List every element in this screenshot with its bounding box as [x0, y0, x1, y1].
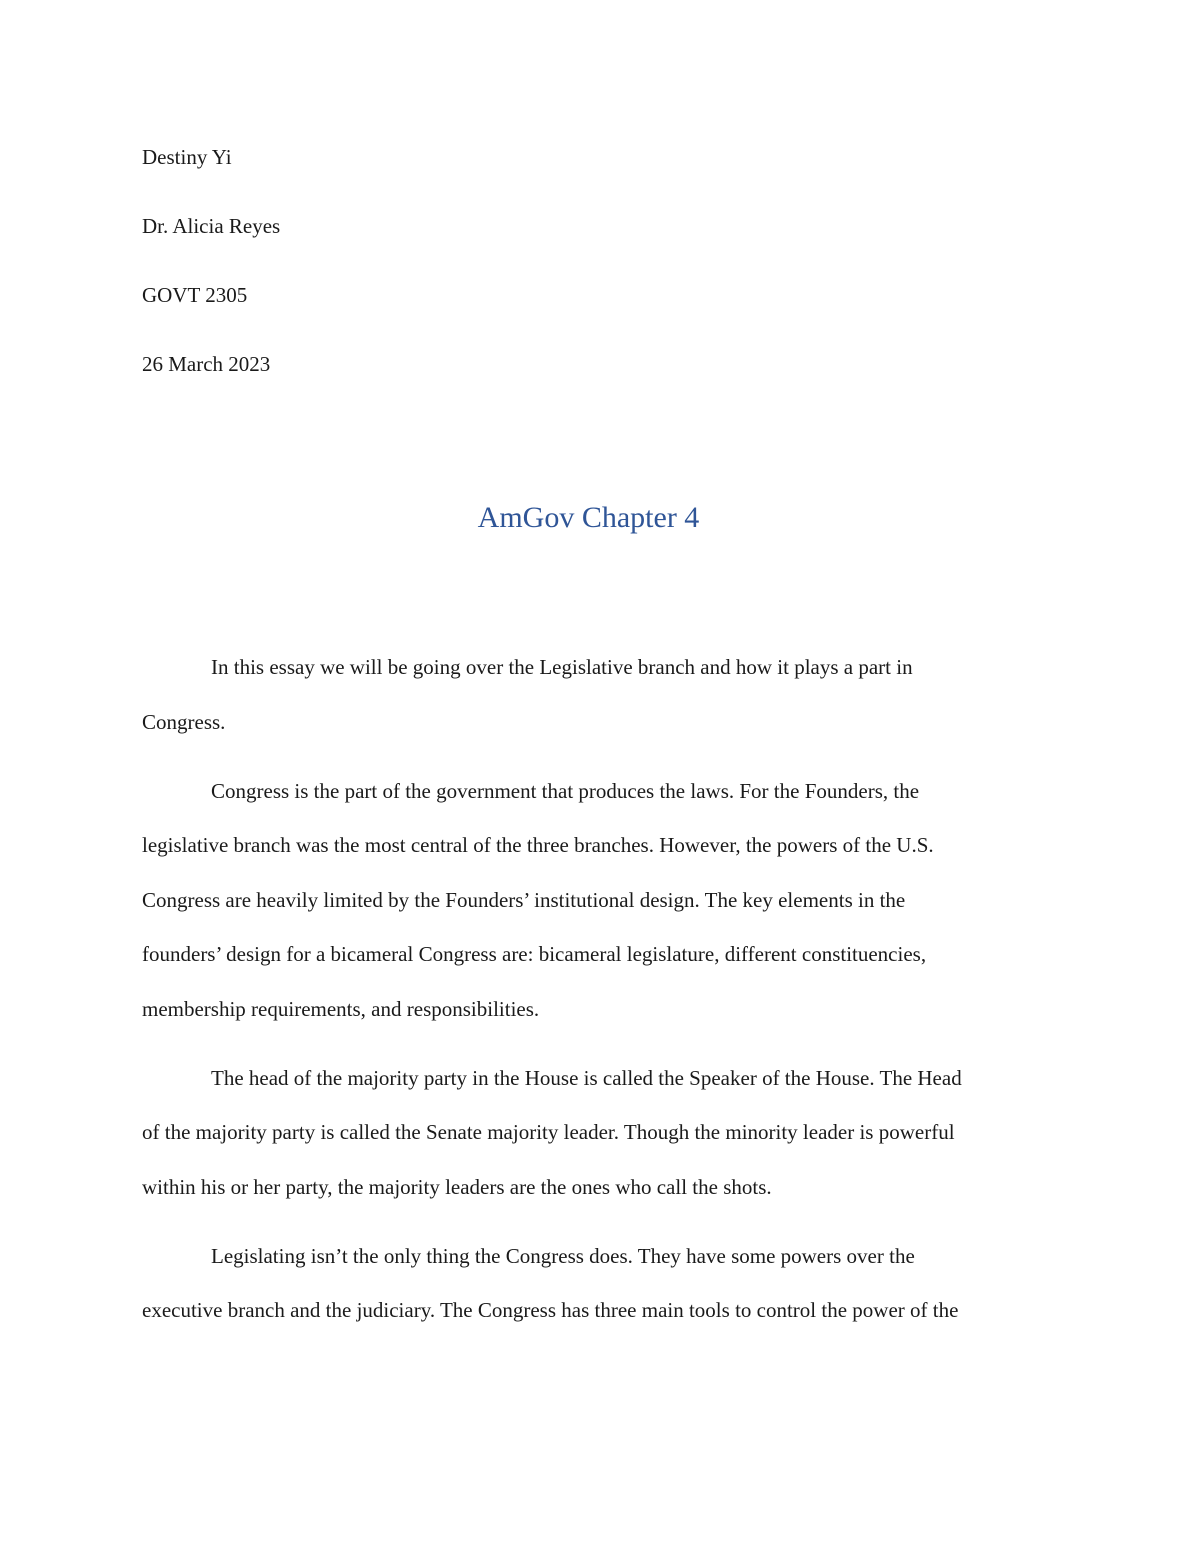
paragraph-leadership [142, 1051, 1062, 1215]
paragraph-line: founders’ design for a bicameral Congress are: bicameral legislature, different constituencies, [142, 942, 927, 966]
document-title: AmGov Chapter 4 [477, 501, 700, 534]
instructor-name: Dr. Alicia Reyes [142, 214, 281, 238]
author-name: Destiny Yi [142, 145, 232, 169]
paragraph-line: membership requirements, and responsibilities. [142, 996, 540, 1021]
paragraph-line: Congress are heavily limited by the Founders’ institutional design. The key elements in the [142, 887, 906, 912]
paragraph-line: Congress is the part of the government that produces the laws. For the Founders, the [211, 778, 920, 803]
paragraph-line: Congress. [142, 709, 226, 734]
essay-body [142, 640, 1062, 1352]
course-code: GOVT 2305 [142, 283, 248, 307]
paragraph-intro [142, 640, 1062, 749]
paragraph-line: In this essay we will be going over the Legislative branch and how it plays a part in [211, 655, 913, 679]
paragraph-congress [142, 764, 1062, 1037]
paragraph-line: of the majority party is called the Senate majority leader. Though the minority leader is powerful [142, 1120, 955, 1144]
paragraph-oversight [142, 1229, 1062, 1338]
paragraph-line: Legislating isn’t the only thing the Congress does. They have some powers over the [211, 1243, 915, 1268]
paragraph-line: legislative branch was the most central of the three branches. However, the powers of the U.S. [142, 833, 934, 857]
paragraph-line: The head of the majority party in the House is called the Speaker of the House. The Head [211, 1065, 962, 1090]
paragraph-line: within his or her party, the majority leaders are the ones who call the shots. [142, 1174, 772, 1199]
document-date: 26 March 2023 [142, 352, 271, 376]
paragraph-line: executive branch and the judiciary. The Congress has three main tools to control the power of the [142, 1298, 959, 1322]
